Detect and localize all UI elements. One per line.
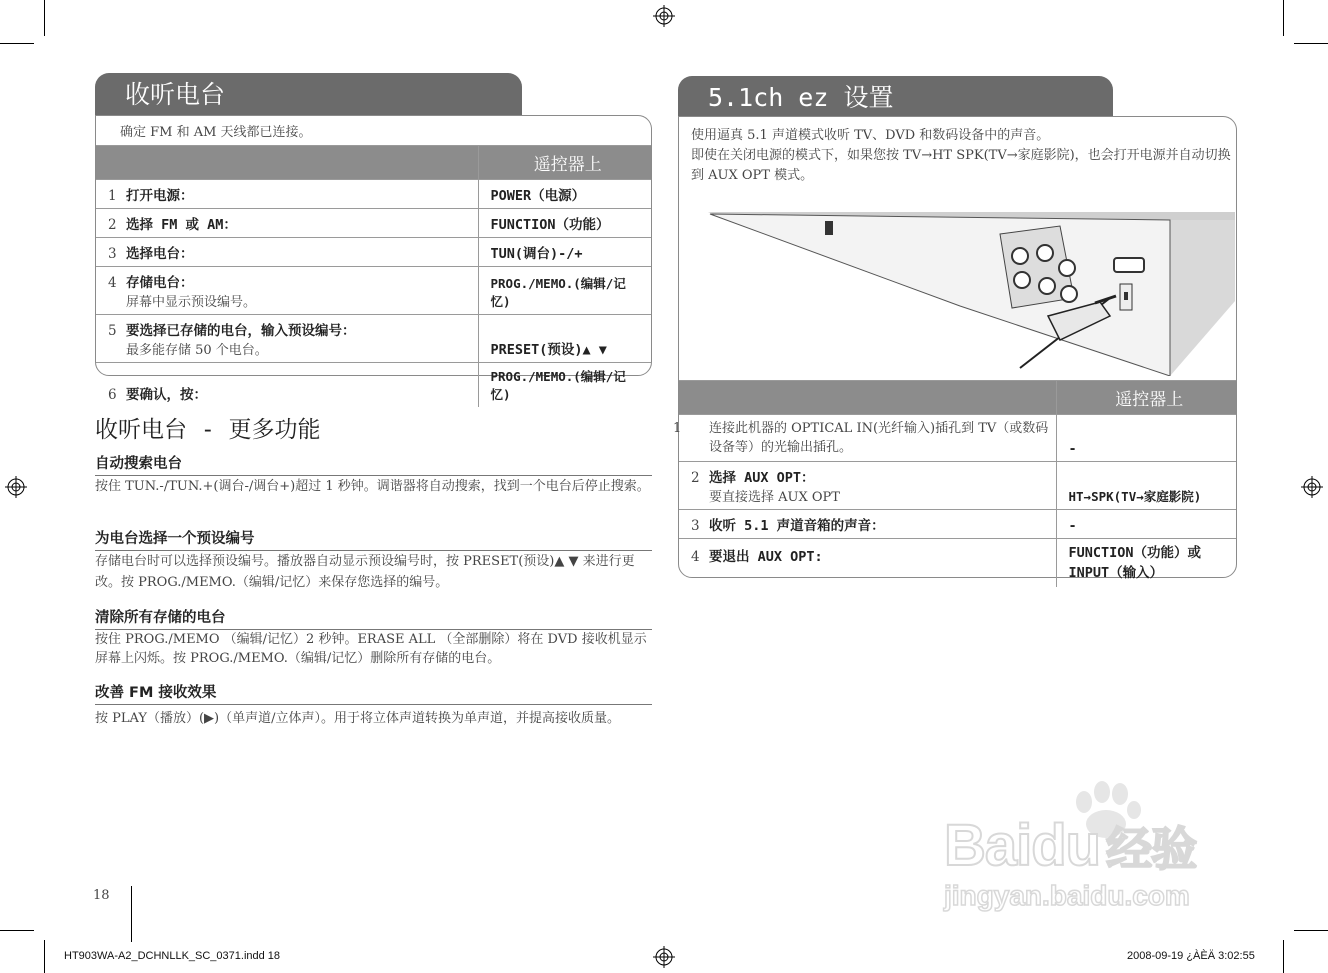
section-body: 存储电台时可以选择预设编号。播放器自动显示预设编号时，按 PRESET(预设)▲ ▼ 来进行更改。按 PROG./MEMO.（编辑/记忆）来保存您选择的编号。 [95,554,635,590]
step-label: 要选择已存储的电台，输入预设编号： [126,323,356,339]
step-note: 屏幕中显示预设编号。 [126,295,257,310]
table-row [96,209,651,238]
watermark-url: jingyan.baidu.com [944,880,1190,911]
table-row [96,238,651,267]
step-number: 3 [108,246,117,262]
registration-mark-icon [5,476,27,498]
crop-mark [131,886,132,942]
watermark-brand: Baidu [944,813,1101,878]
footer-file-info: HT903WA-A2_DCHNLLK_SC_0371.indd 18 [64,950,281,962]
setup-steps-table [673,380,1236,587]
table-row [96,315,651,363]
crop-mark [44,0,45,36]
section-body: 按住 PROG./MEMO （编辑/记忆）2 秒钟。ERASE ALL （全部删除）将在 DVD 接收机显示屏幕上闪烁。按 PROG./MEMO.（编辑/记忆）删除所有存储的电台。 [95,632,647,666]
radio-steps-table [96,145,651,407]
setup-intro-line: 即使在关闭电源的模式下，如果您按 TV→HT SPK(TV→家庭影院)，也会打开电源并自动切换到 AUX OPT 模式。 [691,148,1231,183]
table-header-blank [96,146,478,180]
step-label: 连接此机器的 OPTICAL IN(光纤输入)插孔到 TV（或数码设备等）的光输出插孔。 [709,421,1049,455]
table-header-blank [679,381,1056,415]
remote-key: FUNCTION（功能）或 INPUT（输入） [1056,539,1236,588]
remote-key: PROG./MEMO.(编辑/记忆) [478,267,651,315]
step-number: 4 [108,275,117,291]
step-note: 要直接选择 AUX OPT [709,490,840,505]
step-number: 1 [108,188,117,204]
table-header-remote: 遥控器上 [478,146,651,180]
table-row [96,267,651,315]
section-heading: 为电台选择一个预设编号 [95,527,652,551]
step-number: 5 [108,323,117,339]
step-label: 选择 AUX OPT： [709,470,815,486]
crop-mark [1283,0,1284,36]
crop-mark [44,940,45,973]
table-header-remote: 遥控器上 [1056,381,1236,415]
step-number: 3 [691,518,700,534]
section-heading: 改善 FM 接收效果 [95,681,652,705]
setup-title: 5.1ch ez 设置 [678,76,1113,120]
table-row [96,363,651,408]
table-row [679,510,1236,539]
step-label: 打开电源： [126,188,194,204]
section-heading: 自动搜索电台 [95,452,652,476]
page-number: 18 [93,888,110,903]
step-note: 最多能存储 50 个电台。 [126,343,268,358]
optical-connection-illustration [700,206,1235,376]
remote-key: - [1056,415,1236,462]
crop-mark [0,43,34,44]
table-row [96,180,651,209]
remote-key: POWER（电源） [478,180,651,209]
crop-mark [1283,940,1284,973]
baidu-watermark [944,780,1244,920]
step-label: 选择 FM 或 AM： [126,217,237,233]
step-number: 2 [691,470,700,486]
step-label: 选择电台： [126,246,194,262]
step-label: 要退出 AUX OPT: [709,549,823,565]
registration-mark-icon [653,946,675,968]
crop-mark [0,930,34,931]
section-body: 按 PLAY（播放）(▶)（单声道/立体声）。用于将立体声道转换为单声道，并提高接收质量。 [95,711,620,726]
crop-mark [1294,43,1328,44]
step-label: 存储电台： [126,275,194,291]
crop-mark [1294,930,1328,931]
more-features-title: 收听电台 - 更多功能 [95,417,321,443]
section-heading: 清除所有存储的电台 [95,606,652,630]
footer-date: 2008-09-19 ¿ÀÈÄ 3:02:55 [1127,950,1255,962]
remote-key: PROG./MEMO.(编辑/记忆) [478,363,651,408]
table-row [679,462,1236,510]
setup-intro [691,126,1231,186]
step-number: 1 [673,421,682,436]
registration-mark-icon [653,5,675,27]
registration-mark-icon [1301,476,1323,498]
step-number: 4 [691,549,700,565]
step-number: 6 [108,387,117,403]
remote-key: FUNCTION（功能） [478,209,651,238]
setup-intro-line: 使用逼真 5.1 声道模式收听 TV、DVD 和数码设备中的声音。 [691,128,1050,143]
step-number: 2 [108,217,117,233]
remote-key: - [1056,510,1236,539]
watermark-suffix: 经验 [1106,823,1197,875]
remote-key: PRESET(预设)▲ ▼ [478,315,651,363]
page-title: 收听电台 [95,73,522,117]
step-label: 收听 5.1 声道音箱的声音： [709,518,885,534]
section-body: 按住 TUN.-/TUN.+(调台-/调台+)超过 1 秒钟。调谐器将自动搜索，找到一个电台后停止搜索。 [95,479,650,494]
intro-text: 确定 FM 和 AM 天线都已连接。 [120,125,312,140]
remote-key: HT→SPK(TV→家庭影院) [1056,462,1236,510]
table-row [679,415,1236,462]
table-row [679,539,1236,588]
step-label: 要确认，按： [126,387,207,403]
remote-key: TUN(调台)-/+ [478,238,651,267]
